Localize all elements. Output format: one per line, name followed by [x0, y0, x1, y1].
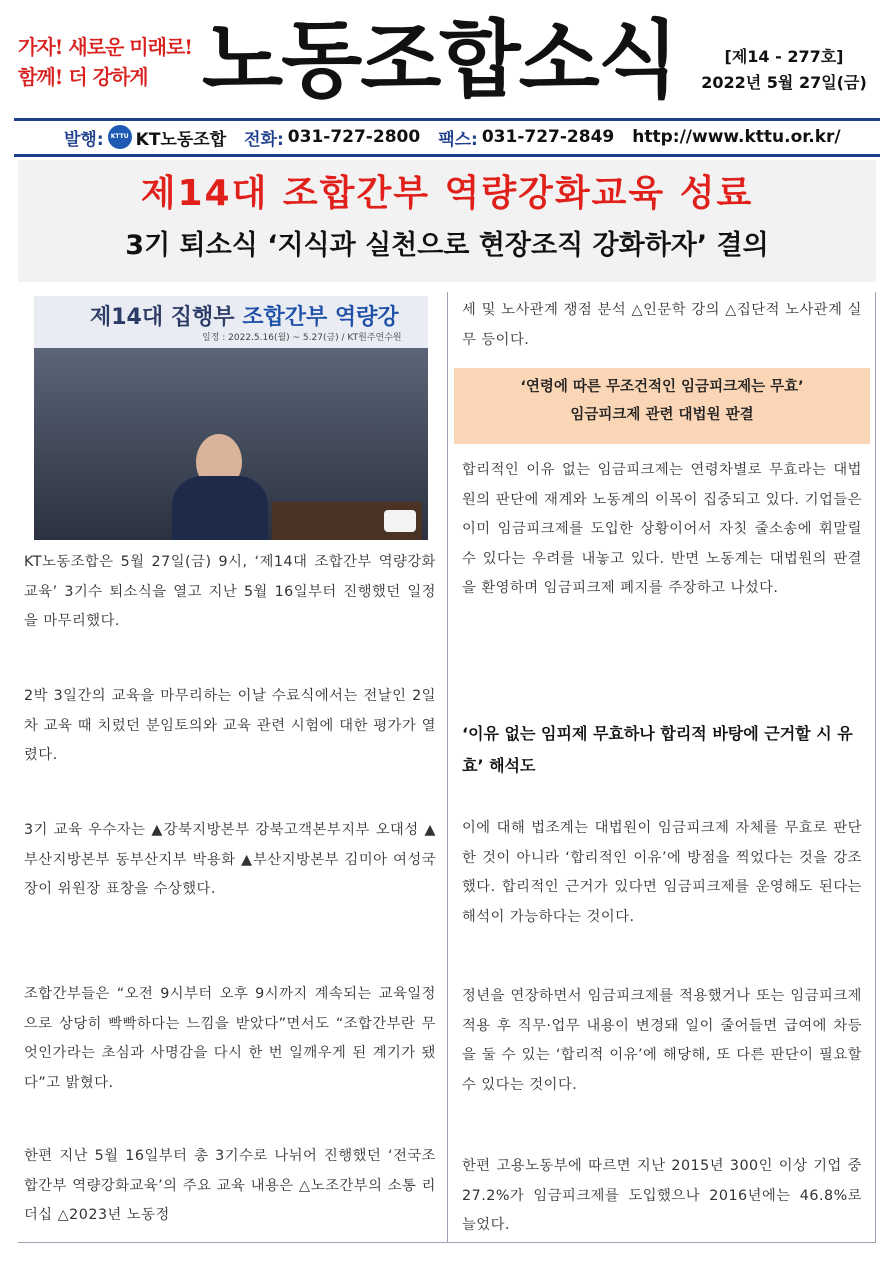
event-photo: [34, 296, 428, 540]
slogan-line-1: 가자! 새로운 미래로!: [18, 35, 193, 59]
banner-date: 일정 : 2022.5.16(월) ~ 5.27(금) / KT원주연수원: [202, 333, 402, 343]
headline: 제14대 조합간부 역량강화교육 성료: [140, 173, 754, 214]
article-paragraph-1: KT노동조합은 5월 27일(금) 9시, ‘제14대 조합간부 역량강화교육’ 3기수 퇴소식을 열고 지난 5월 16일부터 진행했던 일정을 마무리했다.: [24, 554, 436, 629]
newspaper-title: 노동조합소식: [202, 11, 677, 109]
wage-peak-paragraph-3: 정년을 연장하면서 임금피크제를 적용했거나 또는 임금피크제 적용 후 직무·업무 내용이 변경돼 일이 줄어들면 급여에 차등을 둘 수 있는 ‘합리적 이유’에 해당해, 또 다른 판단이 필요할 수 있다는 것이다.: [462, 988, 862, 1093]
phone-number: 031-727-2800: [287, 127, 421, 147]
info-bottom-rule: [14, 154, 880, 157]
article-paragraph-continued: 세 및 노사관계 쟁점 분석 △인문학 강의 △집단적 노사관계 실무 등이다.: [462, 302, 862, 348]
wage-peak-paragraph-2: 이에 대해 법조계는 대법원이 임금피크제 자체를 무효로 판단한 것이 아니라 ‘합리적인 이유’에 방점을 찍었다는 것을 강조했다. 합리적인 근거가 있다면 임금피크제를 운영해도 된다는 해석이 가능하다는 것이다.: [462, 820, 862, 925]
logo-text: KTTU: [110, 133, 129, 140]
website-link[interactable]: http://www.kttu.or.kr/: [632, 127, 841, 147]
lectern-logo-icon: [384, 510, 416, 532]
issue-number: [제14 - 277호]: [724, 47, 844, 66]
banner-text: [90, 300, 399, 331]
article-paragraph-2: 2박 3일간의 교육을 마무리하는 이날 수료식에서는 전날인 2일차 교육 때 치렀던 분임토의와 교육 관련 시험에 대한 평가가 열렸다.: [24, 688, 436, 763]
wage-peak-callout: [454, 368, 870, 444]
article-paragraph-4: 조합간부들은 “오전 9시부터 오후 9시까지 계속되는 교육일정으로 상당히 빡빡하다는 느낌을 받았다”면서도 “조합간부란 무엇인가라는 초심과 사명감을 다시 한 번 일깨우게 된 계기가 됐다”고 밝혔다.: [24, 986, 436, 1091]
masthead: [0, 0, 894, 118]
union-logo-icon: [108, 125, 132, 149]
fax-number: 031-727-2849: [481, 127, 615, 147]
wage-peak-paragraph-4: 한편 고용노동부에 따르면 지난 2015년 300인 이상 기업 중 27.2%가 임금피크제를 도입했으나 2016년에는 46.8%로 늘었다.: [462, 1158, 862, 1233]
article-paragraph-3: 3기 교육 우수자는 ▲강북지방본부 강북고객본부지부 오대성 ▲부산지방본부 동부산지부 박용화 ▲부산지방본부 김미아 여성국장이 위원장 표창을 수상했다.: [24, 822, 436, 897]
callout-title: ‘연령에 따른 무조건적인 임금피크제는 무효’: [520, 379, 804, 395]
subheadline: 3기 퇴소식 ‘지식과 실천으로 현장조직 강화하자’ 결의: [125, 230, 769, 261]
slogan: [18, 32, 198, 92]
wage-peak-paragraph-1: 합리적인 이유 없는 임금피크제는 연령차별로 무효라는 대법원의 판단에 재계와 노동계의 이목이 집중되고 있다. 기업들은 이미 임금피크제를 도입한 상황이어서 자칫 줄소송에 휘말릴 수 있다는 우려를 내놓고 있다. 반면 노동계는 대법원의 판결을 환영하며 임금피크제 폐지를 주장하고 나섰다.: [462, 462, 862, 596]
issue-date: 2022년 5월 27일(금): [701, 73, 867, 92]
slogan-line-2: 함께! 더 강하게: [18, 65, 148, 89]
fax-label: 팩스:: [438, 129, 478, 150]
callout-subtitle: 임금피크제 관련 대법원 판결: [570, 407, 754, 423]
phone-label: 전화:: [244, 129, 284, 150]
speaker-body: [172, 476, 268, 540]
issue-info: [684, 44, 884, 96]
wage-peak-subhead: ‘이유 없는 임피제 무효하나 합리적 바탕에 근거할 시 유효’ 해석도: [462, 724, 853, 775]
right-column: [448, 292, 876, 1242]
headline-box: [18, 160, 876, 282]
banner-text-part1: 제14대 집행부: [90, 305, 243, 330]
photo-banner: [34, 296, 428, 348]
left-column: [18, 292, 448, 1242]
banner-text-part2: 조합간부 역량강: [242, 305, 399, 330]
publisher-name: KT노동조합: [135, 129, 227, 150]
article-paragraph-5: 한편 지난 5월 16일부터 총 3기수로 나뉘어 진행했던 ‘전국조합간부 역량강화교육’의 주요 교육 내용은 △노조간부의 소통 리더십 △2023년 노동정: [24, 1148, 436, 1223]
publisher-label: 발행:: [64, 129, 104, 150]
publisher-info-bar: [14, 121, 880, 153]
bottom-rule: [18, 1242, 876, 1243]
